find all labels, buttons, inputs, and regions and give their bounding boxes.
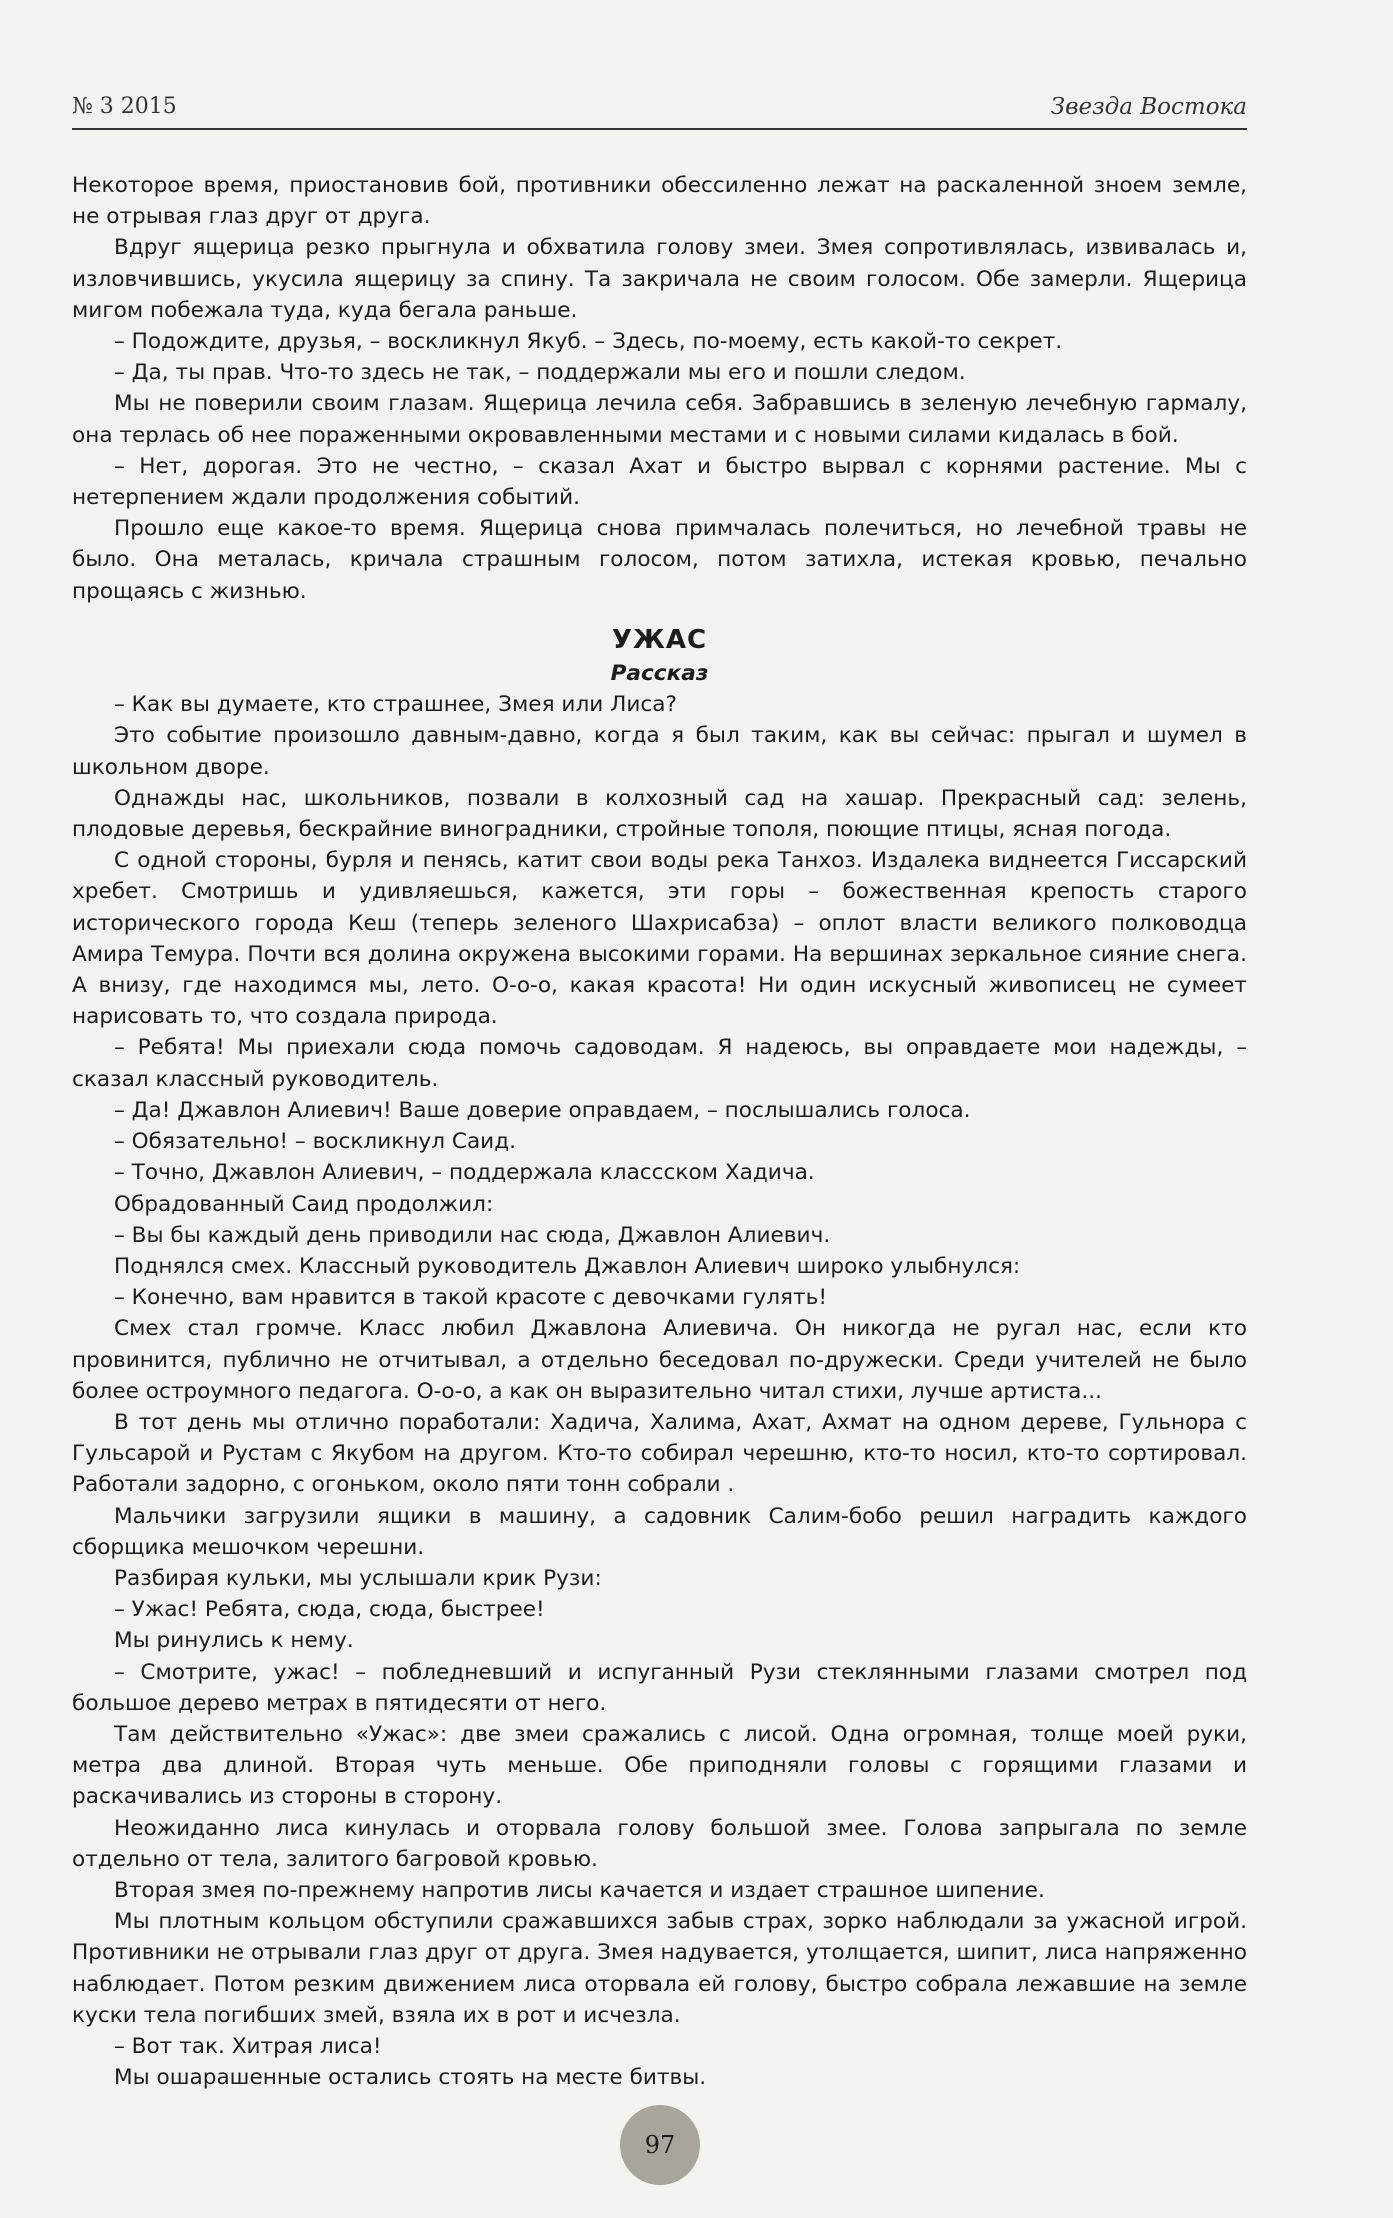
paragraph: Смех стал громче. Класс любил Джавлона Алиевича. Он никогда не ругал нас, если кто провинится, публично не отчитывал, а отдельно беседовал по-дружески. Среди учителей не было более остроумного педагога. О-о-о, а как он выразительно читал стихи, лучше артиста... [72,1316,1247,1404]
paragraph: Мальчики загрузили ящики в машину, а садовник Салим-бобо решил наградить каждого сборщика мешочком черешни. [72,1503,1247,1560]
paragraph: – Ужас! Ребята, сюда, сюда, быстрее! [114,1597,545,1623]
paragraph: Вдруг ящерица резко прыгнула и обхватила голову змеи. Змея сопротивлялась, извивалась и, изловчившись, укусила ящерицу за спину. Та закричала не своим голосом. Обе замерли. Ящерица мигом побежала туда, куда бегала раньше. [72,235,1247,323]
paragraph: – Конечно, вам нравится в такой красоте с девочками гулять! [114,1285,827,1311]
paragraph: Вторая змея по-прежнему напротив лисы качается и издает страшное шипение. [114,1877,1045,1903]
page-number: 97 [620,2105,700,2185]
paragraph: Обрадованный Саид продолжил: [114,1191,494,1217]
paragraph: – Смотрите, ужас! – побледневший и испуганный Рузи стеклянными глазами смотрел под большое дерево метрах в пятидесяти от него. [72,1659,1247,1716]
paragraph: Там действительно «Ужас»: две змеи сражались с лисой. Одна огромная, толще моей руки, метра два длиной. Вторая чуть меньше. Обе приподняли головы с горящими глазами и раскачивались из стороны в сторону. [72,1721,1247,1810]
paragraph: Поднялся смех. Классный руководитель Джавлон Алиевич широко улыбнулся: [114,1253,1021,1279]
paragraph: В тот день мы отлично поработали: Хадича, Халима, Ахат, Ахмат на одном дереве, Гульнора с Гульсарой и Рустам с Якубом на другом. Кто-то собирал черешню, кто-то носил, кто-то сортировал. Работали задорно, с огоньком, около пяти тонн собрали . [72,1409,1247,1498]
paragraph: Мы ошарашенные остались стоять на месте битвы. [114,2065,707,2091]
paragraph: Неожиданно лиса кинулась и оторвала голову большой змее. Голова запрыгала по земле отдельно от тела, залитого багровой кровью. [72,1815,1247,1872]
paragraph: – Вы бы каждый день приводили нас сюда, Джавлон Алиевич. [114,1222,831,1248]
paragraph: – Подождите, друзья, – воскликнул Якуб. – Здесь, по-моему, есть какой-то секрет. [114,329,1063,355]
paragraph: – Да! Джавлон Алиевич! Ваше доверие оправдаем, – послышались голоса. [114,1097,971,1123]
running-header [72,92,1247,130]
paragraph: Мы плотным кольцом обступили сражавшихся забыв страх, зорко наблюдали за ужасной игрой. Противники не отрывали глаз друг от друга. Змея надувается, утолщается, шипит, лиса напряженно наблюдает. Потом резким движением лиса оторвала ей голову, быстро собрала лежавшие на земле куски тела погибших змей, взяла их в рот и исчезла. [72,1909,1247,2028]
journal-title: Звезда Востока [1050,94,1247,120]
paragraph: С одной стороны, бурля и пенясь, катит свои воды река Танхоз. Издалека виднеется Гиссарский хребет. Смотришь и удивляешься, кажется, эти горы – божественная крепость старого исторического города Кеш (теперь зеленого Шахрисабза) – оплот власти великого полководца Амира Темура. Почти вся долина окружена высокими горами. На вершинах зеркальное сияние снега. А внизу, где находимся мы, лето. О-о-о, какая красота! Ни один искусный живописец не сумеет нарисовать то, что создала природа. [72,848,1247,1030]
paragraph: Разбирая кульки, мы услышали крик Рузи: [114,1565,602,1591]
paragraph: – Обязательно! – воскликнул Саид. [114,1129,517,1155]
paragraph: Мы ринулись к нему. [114,1628,354,1654]
issue-number: № 3 2015 [72,94,177,119]
paragraph: – Нет, дорогая. Это не честно, – сказал Ахат и быстро вырвал с корнями растение. Мы с нетерпением ждали продолжения событий. [72,453,1247,511]
paragraph: Однажды нас, школьников, позвали в колхозный сад на хашар. Прекрасный сад: зелень, плодовые деревья, бескрайние виноградники, стройные тополя, поющие птицы, ясная погода. [72,785,1247,843]
story-subtitle: Рассказ [610,661,709,687]
paragraph: Мы не поверили своим глазам. Ящерица лечила себя. Забравшись в зеленую лечебную гармалу, она терлась об нее пораженными окровавленными местами и с новыми силами кидалась в бой. [72,391,1247,448]
paragraph: – Ребята! Мы приехали сюда помочь садоводам. Я надеюсь, вы оправдаете мои надежды, – сказал классный руководитель. [72,1035,1247,1092]
paragraph: Прошло еще какое-то время. Ящерица снова примчалась полечиться, но лечебной травы не было. Она металась, кричала страшным голосом, потом затихла, истекая кровью, печально прощаясь с жизнью. [72,516,1247,604]
story-title: УЖАС [611,624,708,655]
paragraph: Это событие произошло давным-давно, когда я был таким, как вы сейчас: прыгал и шумел в школьном дворе. [72,723,1247,780]
paragraph: – Вот так. Хитрая лиса! [114,2033,382,2059]
paragraph: – Как вы думаете, кто страшнее, Змея или Лиса? [114,692,677,718]
article-body [72,170,1247,2093]
paragraph: – Да, ты прав. Что-то здесь не так, – поддержали мы его и пошли следом. [114,360,966,386]
paragraph: – Точно, Джавлон Алиевич, – поддержала классском Хадича. [114,1160,815,1186]
paragraph: Некоторое время, приостановив бой, противники обессиленно лежат на раскаленной зноем земле, не отрывая глаз друг от друга. [72,173,1247,230]
